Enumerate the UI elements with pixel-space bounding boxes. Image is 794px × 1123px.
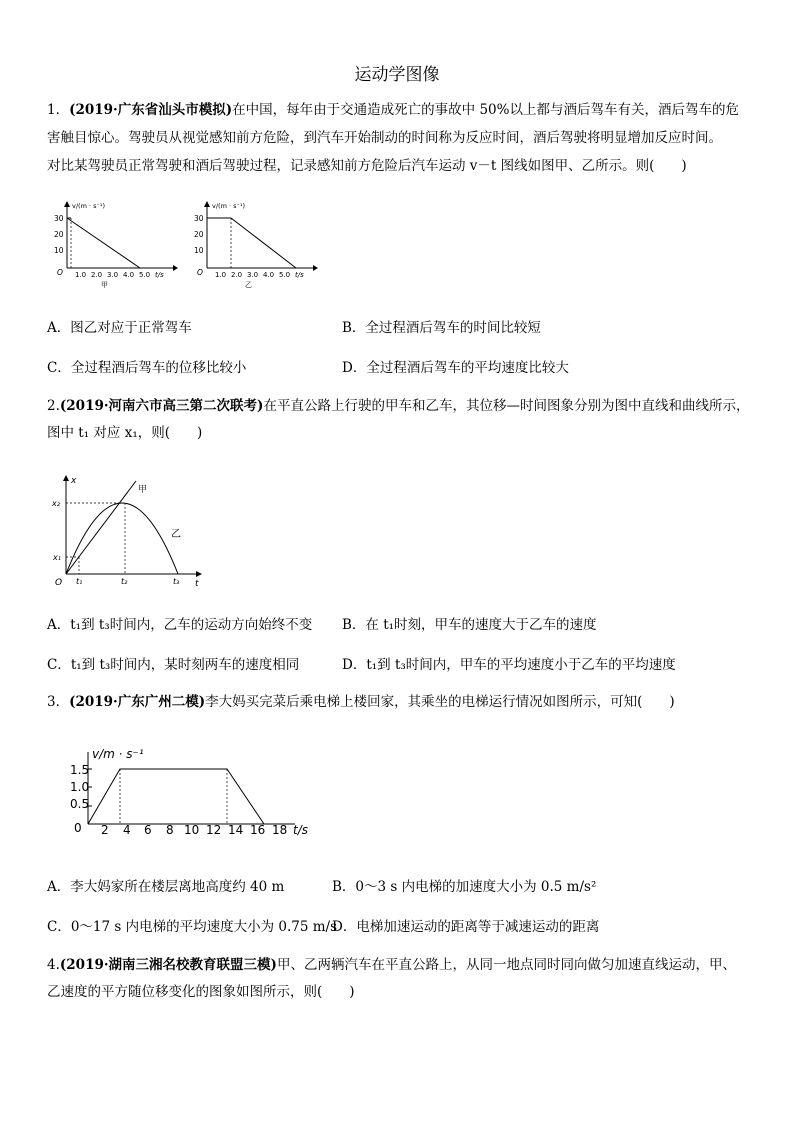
q1b-caption: 乙	[245, 281, 252, 289]
q1-chart-yi	[185, 198, 320, 290]
q4-line2: 乙速度的平方随位移变化的图象如图所示，则( )	[47, 984, 355, 1000]
q3-option-b[interactable]: B．0～3 s 内电梯的加速度大小为 0.5 m/s²	[332, 879, 597, 895]
q3-ytick-05: 0.5	[70, 797, 90, 811]
q1b-ylabel: v/(m · s⁻¹)	[212, 202, 246, 210]
q3-xtick-16: 16	[250, 823, 266, 837]
q2-label-yi: 乙	[171, 529, 181, 540]
q1-number: 1．	[47, 102, 70, 118]
q3-line1	[47, 690, 675, 715]
q1b-xtick-4: 4.0	[263, 271, 275, 279]
q3-chart	[70, 742, 320, 838]
q1b-ytick-10: 10	[194, 246, 204, 255]
q4-text-1: 甲、乙两辆汽车在平直公路上，从同一地点同时同向做匀加速直线运动，甲、	[276, 957, 736, 973]
q1a-xtick-2: 2.0	[91, 271, 103, 279]
q3-xtick-8: 8	[166, 823, 174, 837]
q1a-xtick-4: 4.0	[123, 271, 135, 279]
q3-option-a[interactable]: A．李大妈家所在楼层离地高度约 40 m	[47, 879, 285, 895]
q1-option-b[interactable]: B．全过程酒后驾车的时间比较短	[342, 320, 541, 336]
q1b-xtick-2: 2.0	[231, 271, 243, 279]
q2-label-x1: x₁	[53, 553, 61, 562]
q2-origin: O	[55, 578, 63, 588]
q1b-ytick-20: 20	[194, 230, 204, 239]
q2-option-b[interactable]: B．在 t₁时刻，甲车的速度大于乙车的速度	[342, 617, 597, 633]
q1a-origin: O	[57, 268, 63, 277]
q2-option-a[interactable]: A．t₁到 t₃时间内，乙车的运动方向始终不变	[47, 617, 313, 633]
q2-number: 2.	[47, 398, 60, 414]
q1b-xtick-1: 1.0	[215, 271, 227, 279]
q4-line1	[47, 953, 736, 978]
q3-option-d[interactable]: D．电梯加速运动的距离等于减速运动的距离	[332, 919, 600, 935]
q1-line2: 害触目惊心。驾驶员从视觉感知前方危险，到汽车开始制动的时间称为反应时间，酒后驾驶将明显增加反应时间。	[47, 130, 722, 146]
q3-text-1: 李大妈买完菜后乘电梯上楼回家，其乘坐的电梯运行情况如图所示，可知( )	[205, 694, 675, 710]
q1-text-1: 在中国，每年由于交通造成死亡的事故中 50%以上都与酒后驾车有关，酒后驾车的危	[232, 102, 739, 118]
q1a-xtick-5: 5.0	[139, 271, 151, 279]
q2-source: (2019·河南六市高三第二次联考)	[59, 398, 264, 414]
q3-ylabel: v/m · s⁻¹	[92, 747, 144, 761]
q4-source: (2019·湖南三湘名校教育联盟三模)	[59, 957, 277, 973]
q1a-ylabel: v/(m · s⁻¹)	[72, 202, 106, 210]
q2-label-t1: t₁	[76, 577, 83, 586]
q2-option-d[interactable]: D．t₁到 t₃时间内，甲车的平均速度小于乙车的平均速度	[342, 657, 676, 673]
q2-label-jia: 甲	[138, 485, 148, 495]
q1b-xlabel: t/s	[295, 271, 304, 279]
q2-xlabel: t	[195, 579, 199, 589]
q2-line1	[47, 394, 749, 419]
q2-text-1: 在平直公路上行驶的甲车和乙车，其位移—时间图象分别为图中直线和曲线所示，	[263, 398, 750, 414]
q3-xtick-10: 10	[184, 823, 200, 837]
q1-line3: 对比某驾驶员正常驾驶和酒后驾驶过程，记录感知前方危险后汽车运动 v－t 图线如图甲、乙所示。则( )	[47, 158, 687, 174]
q1b-origin: O	[197, 268, 203, 277]
q1-option-d[interactable]: D．全过程酒后驾车的平均速度比较大	[342, 360, 569, 376]
q3-xtick-18: 18	[272, 823, 288, 837]
q3-xtick-4: 4	[123, 823, 131, 837]
q2-label-x2: x₂	[52, 499, 60, 508]
q1a-ytick-10: 10	[54, 246, 64, 255]
q1a-ytick-20: 20	[54, 230, 64, 239]
q3-xtick-14: 14	[228, 823, 244, 837]
q3-xtick-12: 12	[206, 823, 222, 837]
page-title: 运动学图像	[354, 65, 440, 85]
q3-xlabel: t/s	[293, 823, 308, 837]
q3-number: 3．	[47, 694, 70, 710]
q3-origin: 0	[74, 821, 82, 835]
q1-option-a[interactable]: A．图乙对应于正常驾车	[47, 320, 192, 336]
q3-ytick-15: 1.5	[70, 763, 90, 777]
q3-option-c[interactable]: C．0～17 s 内电梯的平均速度大小为 0.75 m/s	[47, 919, 338, 935]
q2-option-c[interactable]: C．t₁到 t₃时间内，某时刻两车的速度相同	[47, 657, 300, 673]
q2-label-t2: t₂	[121, 577, 128, 586]
q2-label-t3: t₃	[173, 577, 180, 586]
q1-source: (2019·广东省汕头市模拟)	[69, 102, 233, 118]
q1b-xtick-5: 5.0	[279, 271, 291, 279]
q1b-xtick-3: 3.0	[247, 271, 259, 279]
q1a-ytick-30: 30	[54, 214, 64, 223]
q1b-ytick-30: 30	[194, 214, 204, 223]
q2-chart	[50, 472, 210, 590]
q1-chart-jia	[45, 198, 180, 290]
q1a-xtick-3: 3.0	[107, 271, 119, 279]
q2-line2: 图中 t₁ 对应 x₁，则( )	[47, 425, 203, 441]
q3-ytick-10: 1.0	[70, 780, 90, 794]
q3-xtick-6: 6	[144, 823, 152, 837]
q1a-xtick-1: 1.0	[75, 271, 87, 279]
q3-xtick-2: 2	[101, 823, 109, 837]
q2-ylabel: x	[71, 476, 77, 486]
q1a-caption: 甲	[101, 281, 108, 289]
q3-source: (2019·广东广州二模)	[69, 694, 206, 710]
q1a-xlabel: t/s	[155, 271, 164, 279]
q1-option-c[interactable]: C．全过程酒后驾车的位移比较小	[47, 360, 247, 376]
q1-line1	[47, 98, 739, 123]
q4-number: 4.	[47, 957, 60, 973]
